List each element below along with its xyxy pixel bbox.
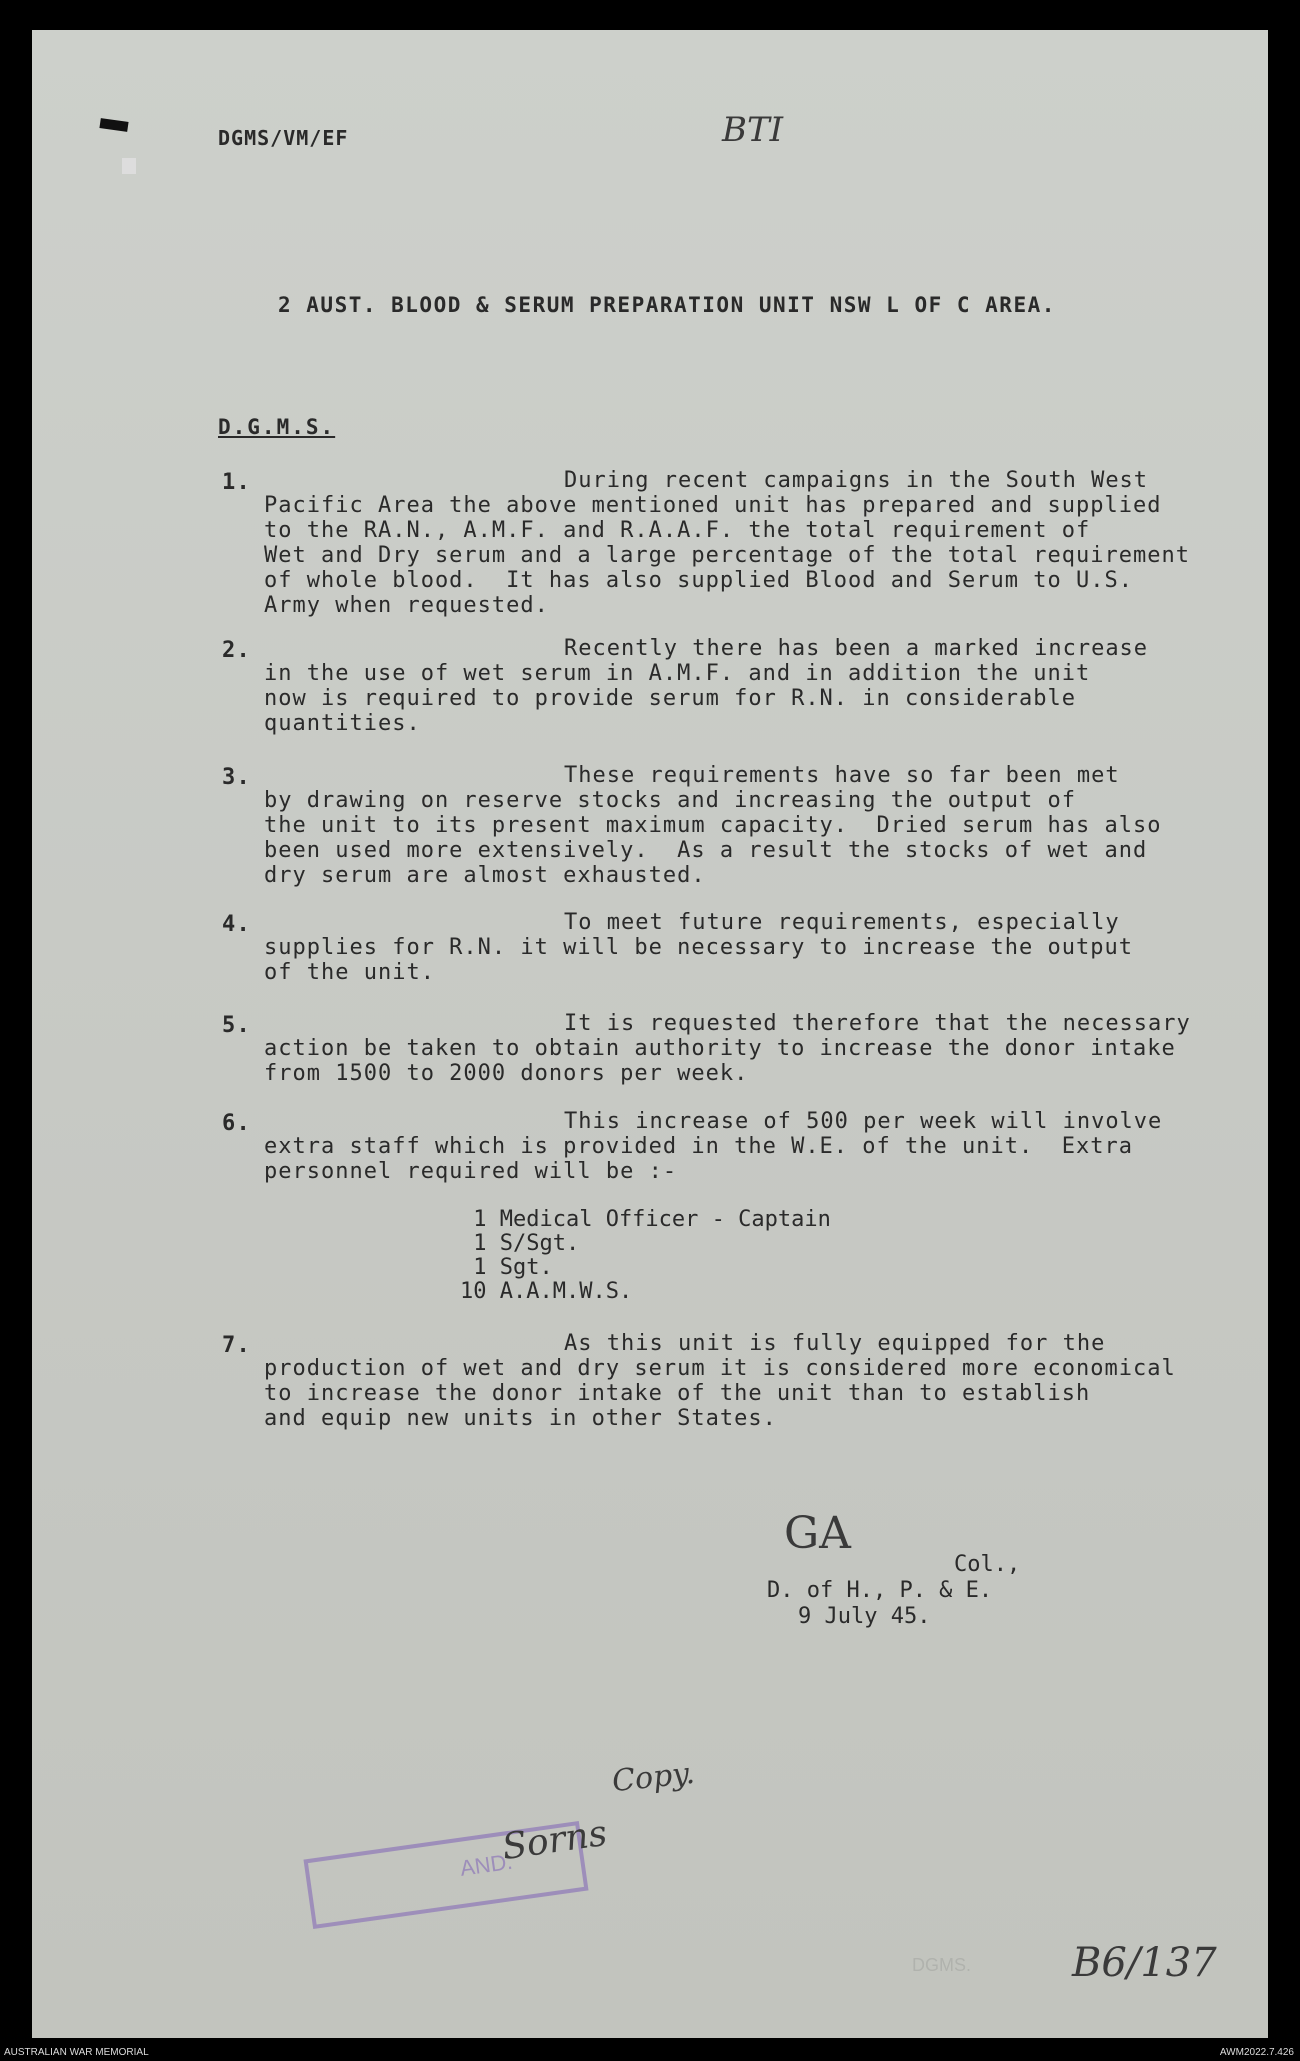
paragraph-line: This increase of 500 per week will involve: [564, 1109, 1163, 1134]
paragraph-6: [264, 1109, 1244, 1184]
paragraph-line: Army when requested.: [264, 593, 549, 618]
paragraph-2: [264, 636, 1244, 736]
paragraph-number: 2.: [222, 638, 251, 663]
paragraph-number: 6.: [222, 1111, 251, 1136]
punch-mark: [99, 118, 128, 132]
personnel-list: [460, 1208, 831, 1304]
personnel-item: 1 Sgt.: [460, 1255, 553, 1280]
personnel-item: 1 S/Sgt.: [460, 1231, 580, 1256]
document-title: 2 AUST. BLOOD & SERUM PREPARATION UNIT NSW L OF C AREA.: [278, 293, 1056, 317]
file-number: B6/137: [1072, 1940, 1217, 1986]
paragraph-line: supplies for R.N. it will be necessary to increase the output: [264, 935, 1133, 960]
paragraph-line: to the RA.N., A.M.F. and R.A.A.F. the total requirement of: [264, 518, 1091, 543]
handwritten-copy-note: Copy.: [610, 1755, 697, 1800]
paragraph-line: to increase the donor intake of the unit than to establish: [264, 1381, 1091, 1406]
paragraph-number: 5.: [222, 1013, 251, 1038]
paragraph-line: of the unit.: [264, 960, 435, 985]
paragraph-3: [264, 763, 1244, 888]
handwritten-top-note: BTI: [722, 110, 784, 150]
addressee: D.G.M.S.: [218, 415, 336, 439]
personnel-item: 1 Medical Officer - Captain: [460, 1207, 831, 1232]
reference-code: DGMS/VM/EF: [218, 126, 349, 150]
stamp-text: AND.: [458, 1848, 515, 1881]
paragraph-line: of whole blood. It has also supplied Blood and Serum to U.S.: [264, 568, 1133, 593]
paragraph-line: Wet and Dry serum and a large percentage of the total requirement: [264, 543, 1190, 568]
paragraph-line: extra staff which is provided in the W.E. of the unit. Extra: [264, 1134, 1133, 1159]
faint-stamp: DGMS.: [912, 1955, 972, 1975]
paragraph-line: Pacific Area the above mentioned unit has prepared and supplied: [264, 493, 1162, 518]
paragraph-line: It is requested therefore that the necessary: [564, 1011, 1191, 1036]
paragraph-line: the unit to its present maximum capacity. Dried serum has also: [264, 813, 1162, 838]
staple-mark: [122, 158, 136, 174]
paragraph-number: 4.: [222, 912, 251, 937]
paragraph-line: production of wet and dry serum it is considered more economical: [264, 1356, 1176, 1381]
paragraph-line: in the use of wet serum in A.M.F. and in addition the unit: [264, 661, 1091, 686]
paragraph-line: personnel required will be :-: [264, 1159, 678, 1184]
signature-rank: Col.,: [954, 1552, 1021, 1577]
paragraph-7: [264, 1331, 1244, 1431]
signature-office: D. of H., P. & E.: [767, 1578, 993, 1603]
paragraph-number: 3.: [222, 765, 251, 790]
paragraph-line: These requirements have so far been met: [564, 763, 1120, 788]
paragraph-line: During recent campaigns in the South West: [564, 468, 1149, 493]
paragraph-line: and equip new units in other States.: [264, 1406, 777, 1431]
paragraph-line: dry serum are almost exhausted.: [264, 863, 706, 888]
footer-accession: AWM2022.7.426: [1219, 2047, 1294, 2058]
footer-source: AUSTRALIAN WAR MEMORIAL: [4, 2047, 149, 2058]
paragraph-line: As this unit is fully equipped for the: [564, 1331, 1106, 1356]
paragraph-5: [264, 1011, 1244, 1086]
paragraph-number: 1.: [222, 470, 251, 495]
paragraph-number: 7.: [222, 1333, 251, 1358]
paragraph-line: now is required to provide serum for R.N. in considerable: [264, 686, 1076, 711]
paragraph-1: [264, 468, 1244, 618]
document-page: [32, 30, 1268, 2038]
personnel-item: 10 A.A.M.W.S.: [460, 1279, 633, 1304]
paragraph-line: been used more extensively. As a result the stocks of wet and: [264, 838, 1148, 863]
paragraph-line: quantities.: [264, 711, 421, 736]
paragraph-line: To meet future requirements, especially: [564, 910, 1120, 935]
paragraph-line: from 1500 to 2000 donors per week.: [264, 1061, 749, 1086]
paragraph-4: [264, 910, 1244, 985]
paragraph-line: by drawing on reserve stocks and increasing the output of: [264, 788, 1076, 813]
signature-initials: GA: [784, 1508, 851, 1559]
paragraph-line: Recently there has been a marked increase: [564, 636, 1149, 661]
handwritten-stamp-note: Sorns: [499, 1812, 610, 1869]
paragraph-line: action be taken to obtain authority to increase the donor intake: [264, 1036, 1176, 1061]
signature-date: 9 July 45.: [798, 1604, 931, 1629]
